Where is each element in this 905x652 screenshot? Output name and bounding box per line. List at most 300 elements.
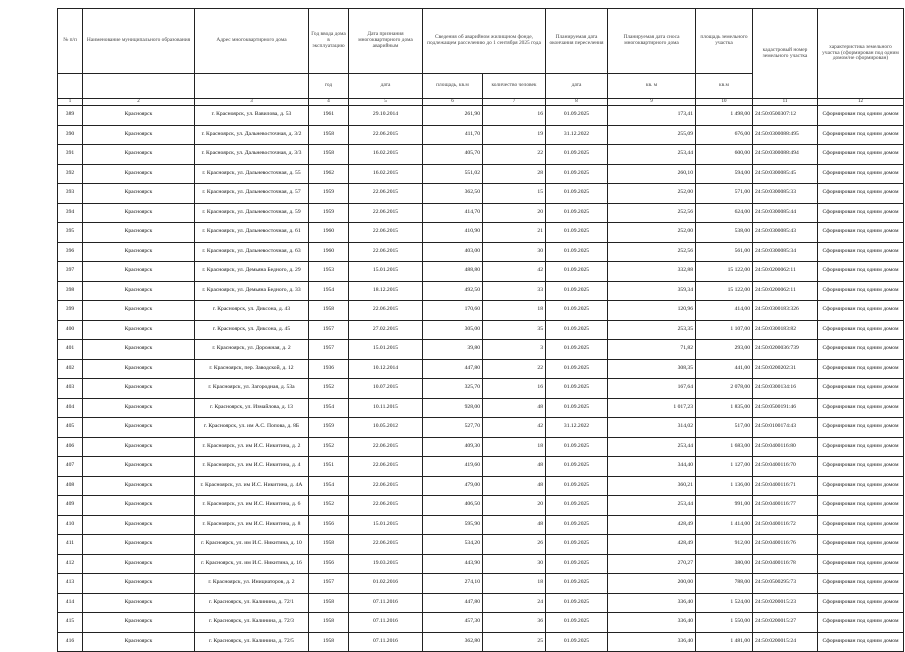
cell-doc-date: 18.12.2015 <box>349 281 423 301</box>
column-number-row <box>58 99 904 106</box>
cell-municipality: Красноярск <box>83 281 195 301</box>
cell-demolition-area: 332,88 <box>608 262 696 282</box>
cell-planned-date: 01.09.2025 <box>546 496 608 516</box>
cell-year: 1952 <box>309 496 349 516</box>
cell-year: 1959 <box>309 184 349 204</box>
cell-year: 1960 <box>309 223 349 243</box>
cell-area: 405,70 <box>423 145 483 165</box>
cell-municipality: Красноярск <box>83 301 195 321</box>
cell-demolition-area: 200,00 <box>608 574 696 594</box>
subheader-area: площадь, кв.м <box>423 74 483 99</box>
cell-doc-date: 22.06.2015 <box>349 437 423 457</box>
cell-land-area: 1 550,00 <box>696 613 753 633</box>
cell-number: 416 <box>58 632 83 652</box>
housing-register-sheet <box>57 8 899 652</box>
cell-address: г. Красноярск, ул. им И.С. Никитина, д. 10 <box>195 535 309 555</box>
cell-area: 411,70 <box>423 125 483 145</box>
cell-year: 1958 <box>309 535 349 555</box>
cell-address: г. Красноярск, ул. Диксона, д. 45 <box>195 320 309 340</box>
cell-demolition-area: 336,40 <box>608 613 696 633</box>
cell-doc-date: 29.10.2014 <box>349 106 423 126</box>
column-number: 9 <box>608 99 696 106</box>
cell-area: 170,60 <box>423 301 483 321</box>
cell-land-char: Сформирован под одним домом <box>818 164 904 184</box>
cell-planned-date: 01.09.2025 <box>546 535 608 555</box>
cell-year: 1953 <box>309 262 349 282</box>
cell-land-area: 624,00 <box>696 203 753 223</box>
cell-number: 392 <box>58 164 83 184</box>
cell-area: 406,50 <box>423 496 483 516</box>
cell-number: 390 <box>58 125 83 145</box>
cell-municipality: Красноярск <box>83 574 195 594</box>
subheader-empty <box>58 74 83 99</box>
cell-planned-date: 01.09.2025 <box>546 223 608 243</box>
cell-number: 395 <box>58 223 83 243</box>
cell-land-char: Сформирован под одним домом <box>818 574 904 594</box>
cell-land-char: Сформирован под одним домом <box>818 379 904 399</box>
cell-land-char: Сформирован под одним домом <box>818 125 904 145</box>
cell-doc-date: 01.02.2016 <box>349 574 423 594</box>
cell-planned-date: 01.09.2025 <box>546 340 608 360</box>
cell-cadastral: 24:50:0400116:76 <box>753 535 818 555</box>
cell-cadastral: 24:50:0300134:16 <box>753 379 818 399</box>
cell-demolition-area: 308,35 <box>608 359 696 379</box>
cell-municipality: Красноярск <box>83 164 195 184</box>
cell-address: г. Красноярск, ул. им И.С. Никитина, д. 2 <box>195 437 309 457</box>
cell-number: 398 <box>58 281 83 301</box>
cell-cadastral: 24:50:0400116:80 <box>753 437 818 457</box>
cell-area: 551,02 <box>423 164 483 184</box>
cell-address: г. Красноярск, ул. им И.С. Никитина, д. 16 <box>195 554 309 574</box>
cell-cadastral: 24:50:0200202:31 <box>753 359 818 379</box>
cell-land-char: Сформирован под одним домом <box>818 242 904 262</box>
cell-area: 447,80 <box>423 593 483 613</box>
cell-cadastral: 24:50:0400116:71 <box>753 476 818 496</box>
cell-municipality: Красноярск <box>83 457 195 477</box>
cell-land-area: 15 122,00 <box>696 262 753 282</box>
cell-address: г. Красноярск, ул. Калинина, д. 72/3 <box>195 613 309 633</box>
cell-planned-date: 01.09.2025 <box>546 632 608 652</box>
cell-doc-date: 16.02.2015 <box>349 145 423 165</box>
cell-municipality: Красноярск <box>83 184 195 204</box>
cell-area: 274,10 <box>423 574 483 594</box>
cell-municipality: Красноярск <box>83 145 195 165</box>
cell-land-char: Сформирован под одним домом <box>818 281 904 301</box>
cell-municipality: Красноярск <box>83 593 195 613</box>
cell-cadastral: 24:50:0200015:23 <box>753 593 818 613</box>
header-demolition-date: Планируемая дата сноса многоквартирного дома <box>608 9 696 74</box>
cell-year: 1958 <box>309 125 349 145</box>
cell-address: г. Красноярск, ул. им И.С. Никитина, д. 4 <box>195 457 309 477</box>
cell-land-area: 788,00 <box>696 574 753 594</box>
cell-doc-date: 10.11.2015 <box>349 398 423 418</box>
column-number: 12 <box>818 99 904 106</box>
table-row <box>58 320 904 340</box>
cell-number: 396 <box>58 242 83 262</box>
header-municipality: Наименование муниципального образования <box>83 9 195 74</box>
cell-land-char: Сформирован под одним домом <box>818 496 904 516</box>
cell-cadastral: 24:50:0200062:11 <box>753 281 818 301</box>
cell-area: 488,80 <box>423 262 483 282</box>
cell-year: 1958 <box>309 632 349 652</box>
cell-land-char: Сформирован под одним домом <box>818 437 904 457</box>
subheader-planned-date: дата <box>546 74 608 99</box>
cell-municipality: Красноярск <box>83 379 195 399</box>
table-row <box>58 223 904 243</box>
cell-doc-date: 22.06.2015 <box>349 184 423 204</box>
cell-number: 407 <box>58 457 83 477</box>
cell-people: 18 <box>483 437 546 457</box>
cell-year: 1958 <box>309 301 349 321</box>
cell-number: 400 <box>58 320 83 340</box>
cell-cadastral: 24:50:0300085:45 <box>753 164 818 184</box>
cell-demolition-area: 359,34 <box>608 281 696 301</box>
cell-area: 595,90 <box>423 515 483 535</box>
cell-land-char: Сформирован под одним домом <box>818 106 904 126</box>
table-row <box>58 184 904 204</box>
cell-planned-date: 01.09.2025 <box>546 145 608 165</box>
header-land-char: характеристика земельного участка (сформирован под одним домом/не сформирован) <box>818 9 904 99</box>
cell-doc-date: 15.01.2015 <box>349 515 423 535</box>
cell-planned-date: 01.09.2025 <box>546 574 608 594</box>
cell-land-char: Сформирован под одним домом <box>818 398 904 418</box>
cell-area: 362,50 <box>423 184 483 204</box>
subheader-empty <box>195 74 309 99</box>
cell-planned-date: 01.09.2025 <box>546 301 608 321</box>
cell-people: 48 <box>483 457 546 477</box>
cell-address: г. Красноярск, ул. им И.С. Никитина, д. 6 <box>195 496 309 516</box>
cell-area: 414,70 <box>423 203 483 223</box>
cell-land-char: Сформирован под одним домом <box>818 340 904 360</box>
cell-doc-date: 22.06.2015 <box>349 242 423 262</box>
cell-planned-date: 01.09.2025 <box>546 106 608 126</box>
cell-cadastral: 24:50:0200015:27 <box>753 613 818 633</box>
cell-demolition-area: 253,44 <box>608 437 696 457</box>
cell-land-char: Сформирован под одним домом <box>818 320 904 340</box>
cell-municipality: Красноярск <box>83 613 195 633</box>
cell-demolition-area: 252,00 <box>608 184 696 204</box>
cell-land-char: Сформирован под одним домом <box>818 554 904 574</box>
cell-people: 24 <box>483 593 546 613</box>
cell-address: г. Красноярск, ул. Измайлова, д. 13 <box>195 398 309 418</box>
cell-demolition-area: 360,21 <box>608 476 696 496</box>
cell-cadastral: 24:50:0300088:495 <box>753 125 818 145</box>
cell-demolition-area: 270,27 <box>608 554 696 574</box>
table-row <box>58 554 904 574</box>
cell-people: 3 <box>483 340 546 360</box>
cell-address: г. Красноярск, ул. Инициаторов, д. 2 <box>195 574 309 594</box>
housing-register-table <box>57 8 904 652</box>
cell-doc-date: 22.06.2015 <box>349 535 423 555</box>
cell-land-area: 1 524,00 <box>696 593 753 613</box>
cell-area: 527,70 <box>423 418 483 438</box>
cell-year: 1956 <box>309 554 349 574</box>
table-row <box>58 496 904 516</box>
cell-municipality: Красноярск <box>83 476 195 496</box>
cell-municipality: Красноярск <box>83 242 195 262</box>
table-row <box>58 535 904 555</box>
cell-demolition-area: 344,40 <box>608 457 696 477</box>
cell-planned-date: 01.09.2025 <box>546 359 608 379</box>
cell-cadastral: 24:50:0500307:12 <box>753 106 818 126</box>
cell-people: 30 <box>483 554 546 574</box>
cell-area: 419,60 <box>423 457 483 477</box>
cell-land-area: 1 136,00 <box>696 476 753 496</box>
cell-people: 28 <box>483 164 546 184</box>
cell-year: 1952 <box>309 437 349 457</box>
cell-municipality: Красноярск <box>83 359 195 379</box>
cell-demolition-area: 336,40 <box>608 632 696 652</box>
cell-number: 411 <box>58 535 83 555</box>
cell-people: 16 <box>483 106 546 126</box>
cell-demolition-area: 314,02 <box>608 418 696 438</box>
cell-doc-date: 10.07.2015 <box>349 379 423 399</box>
cell-land-area: 441,00 <box>696 359 753 379</box>
cell-doc-date: 16.02.2015 <box>349 164 423 184</box>
cell-people: 20 <box>483 203 546 223</box>
cell-cadastral: 24:50:0200062:11 <box>753 262 818 282</box>
cell-number: 408 <box>58 476 83 496</box>
cell-planned-date: 01.09.2025 <box>546 320 608 340</box>
table-row <box>58 574 904 594</box>
cell-address: г. Красноярск, ул. Диксона, д. 43 <box>195 301 309 321</box>
cell-land-area: 1 683,00 <box>696 437 753 457</box>
cell-address: г. Красноярск, ул. Калинина, д. 72/1 <box>195 593 309 613</box>
subheader-people: количество человек <box>483 74 546 99</box>
cell-address: г. Красноярск, ул. Дальневосточная, д. 57 <box>195 184 309 204</box>
column-number: 1 <box>58 99 83 106</box>
cell-cadastral: 24:50:0100174:43 <box>753 418 818 438</box>
cell-land-char: Сформирован под одним домом <box>818 301 904 321</box>
cell-address: г. Красноярск, ул. Дальневосточная, д. 61 <box>195 223 309 243</box>
cell-address: г. Красноярск, ул. Дальневосточная, д. 3/2 <box>195 125 309 145</box>
cell-year: 1961 <box>309 106 349 126</box>
cell-demolition-area: 252,56 <box>608 242 696 262</box>
cell-land-char: Сформирован под одним домом <box>818 145 904 165</box>
cell-municipality: Красноярск <box>83 320 195 340</box>
cell-address: г. Красноярск, ул. Дорожная, д. 2 <box>195 340 309 360</box>
cell-municipality: Красноярск <box>83 125 195 145</box>
register-rows <box>58 106 904 652</box>
cell-planned-date: 01.09.2025 <box>546 554 608 574</box>
cell-number: 409 <box>58 496 83 516</box>
cell-demolition-area: 173,41 <box>608 106 696 126</box>
cell-doc-date: 07.11.2016 <box>349 632 423 652</box>
cell-land-area: 538,00 <box>696 223 753 243</box>
cell-area: 39,80 <box>423 340 483 360</box>
cell-demolition-area: 71,82 <box>608 340 696 360</box>
cell-area: 261,90 <box>423 106 483 126</box>
cell-area: 457,30 <box>423 613 483 633</box>
cell-area: 403,00 <box>423 242 483 262</box>
cell-cadastral: 24:50:0400116:78 <box>753 554 818 574</box>
cell-planned-date: 01.09.2025 <box>546 281 608 301</box>
cell-address: г. Красноярск, пер. Заводской, д. 12 <box>195 359 309 379</box>
cell-year: 1962 <box>309 164 349 184</box>
cell-cadastral: 24:50:0300085:34 <box>753 242 818 262</box>
cell-planned-date: 31.12.2022 <box>546 418 608 438</box>
cell-land-area: 676,00 <box>696 125 753 145</box>
cell-municipality: Красноярск <box>83 340 195 360</box>
cell-cadastral: 24:50:0300085:44 <box>753 203 818 223</box>
cell-municipality: Красноярск <box>83 496 195 516</box>
table-row <box>58 145 904 165</box>
cell-planned-date: 01.09.2025 <box>546 164 608 184</box>
header-planned-date: Планируемая дата окончания переселения <box>546 9 608 74</box>
column-number: 5 <box>349 99 423 106</box>
table-row <box>58 359 904 379</box>
cell-land-area: 414,00 <box>696 301 753 321</box>
cell-address: г. Красноярск, ул. им И.С. Никитина, д. 8 <box>195 515 309 535</box>
cell-number: 394 <box>58 203 83 223</box>
cell-cadastral: 24:50:0300183:82 <box>753 320 818 340</box>
cell-number: 413 <box>58 574 83 594</box>
cell-land-area: 15 122,00 <box>696 281 753 301</box>
header-residents-group: Сведения об аварийном жилищном фонде, подлежащем расселению до 1 сентября 2025 года <box>423 9 546 74</box>
cell-planned-date: 01.09.2025 <box>546 593 608 613</box>
cell-municipality: Красноярск <box>83 203 195 223</box>
cell-doc-date: 22.06.2015 <box>349 457 423 477</box>
cell-people: 18 <box>483 301 546 321</box>
table-row <box>58 106 904 126</box>
cell-planned-date: 01.09.2025 <box>546 398 608 418</box>
cell-year: 1951 <box>309 457 349 477</box>
column-number: 6 <box>423 99 483 106</box>
cell-land-area: 1 498,00 <box>696 106 753 126</box>
cell-demolition-area: 336,40 <box>608 593 696 613</box>
cell-demolition-area: 260,10 <box>608 164 696 184</box>
subheader-doc-date: дата <box>349 74 423 99</box>
table-row <box>58 262 904 282</box>
cell-cadastral: 24:50:0400116:77 <box>753 496 818 516</box>
cell-people: 21 <box>483 223 546 243</box>
cell-land-area: 2 078,00 <box>696 379 753 399</box>
cell-land-char: Сформирован под одним домом <box>818 262 904 282</box>
cell-municipality: Красноярск <box>83 632 195 652</box>
cell-land-area: 293,00 <box>696 340 753 360</box>
cell-number: 389 <box>58 106 83 126</box>
cell-people: 48 <box>483 476 546 496</box>
cell-people: 26 <box>483 535 546 555</box>
cell-year: 1957 <box>309 320 349 340</box>
cell-area: 447,80 <box>423 359 483 379</box>
table-row <box>58 418 904 438</box>
cell-number: 405 <box>58 418 83 438</box>
cell-area: 409,30 <box>423 437 483 457</box>
header-cadastral: кадастровый номер земельного участка <box>753 9 818 99</box>
cell-municipality: Красноярск <box>83 223 195 243</box>
cell-doc-date: 07.11.2016 <box>349 593 423 613</box>
cell-land-area: 1 127,00 <box>696 457 753 477</box>
cell-doc-date: 10.05.2012 <box>349 418 423 438</box>
cell-cadastral: 24:50:0300183:326 <box>753 301 818 321</box>
cell-people: 22 <box>483 145 546 165</box>
table-row <box>58 437 904 457</box>
cell-land-char: Сформирован под одним домом <box>818 457 904 477</box>
table-row <box>58 164 904 184</box>
cell-year: 1954 <box>309 398 349 418</box>
cell-address: г. Красноярск, ул. им А.С. Попова, д. 8Б <box>195 418 309 438</box>
cell-people: 22 <box>483 359 546 379</box>
cell-area: 479,00 <box>423 476 483 496</box>
cell-demolition-area: 428,49 <box>608 515 696 535</box>
cell-cadastral: 24:50:0300085:33 <box>753 184 818 204</box>
table-row <box>58 125 904 145</box>
table-row <box>58 593 904 613</box>
cell-doc-date: 19.03.2015 <box>349 554 423 574</box>
cell-cadastral: 24:50:0300088:494 <box>753 145 818 165</box>
cell-planned-date: 01.09.2025 <box>546 379 608 399</box>
column-number: 11 <box>753 99 818 106</box>
cell-cadastral: 24:50:0200036:739 <box>753 340 818 360</box>
cell-doc-date: 10.12.2014 <box>349 359 423 379</box>
cell-year: 1936 <box>309 359 349 379</box>
cell-doc-date: 27.02.2015 <box>349 320 423 340</box>
cell-land-area: 912,00 <box>696 535 753 555</box>
cell-land-char: Сформирован под одним домом <box>818 359 904 379</box>
cell-people: 42 <box>483 262 546 282</box>
header-land-area: площадь земельного участка <box>696 9 753 74</box>
table-row <box>58 613 904 633</box>
cell-demolition-area: 252,56 <box>608 203 696 223</box>
cell-number: 415 <box>58 613 83 633</box>
cell-address: г. Красноярск, ул. Дальневосточная, д. 59 <box>195 203 309 223</box>
cell-year: 1958 <box>309 593 349 613</box>
column-number: 7 <box>483 99 546 106</box>
cell-planned-date: 01.09.2025 <box>546 476 608 496</box>
cell-cadastral: 24:50:0400116:72 <box>753 515 818 535</box>
cell-cadastral: 24:50:0300085:43 <box>753 223 818 243</box>
cell-number: 406 <box>58 437 83 457</box>
cell-land-char: Сформирован под одним домом <box>818 418 904 438</box>
cell-doc-date: 22.06.2015 <box>349 301 423 321</box>
cell-cadastral: 24:50:0400116:70 <box>753 457 818 477</box>
cell-doc-date: 22.06.2015 <box>349 203 423 223</box>
cell-planned-date: 01.09.2025 <box>546 262 608 282</box>
cell-planned-date: 01.09.2025 <box>546 515 608 535</box>
cell-doc-date: 22.06.2015 <box>349 223 423 243</box>
cell-land-char: Сформирован под одним домом <box>818 613 904 633</box>
header-year: Год ввода дома в эксплуатацию <box>309 9 349 74</box>
table-row <box>58 457 904 477</box>
column-number: 10 <box>696 99 753 106</box>
table-row <box>58 476 904 496</box>
cell-address: г. Красноярск, ул. Дальневосточная, д. 55 <box>195 164 309 184</box>
cell-area: 410,90 <box>423 223 483 243</box>
cell-demolition-area: 253,35 <box>608 320 696 340</box>
cell-people: 18 <box>483 574 546 594</box>
cell-land-char: Сформирован под одним домом <box>818 184 904 204</box>
cell-number: 393 <box>58 184 83 204</box>
cell-land-area: 594,00 <box>696 164 753 184</box>
cell-address: г. Красноярск, ул. Калинина, д. 72/5 <box>195 632 309 652</box>
cell-municipality: Красноярск <box>83 418 195 438</box>
cell-demolition-area: 253,44 <box>608 145 696 165</box>
cell-people: 20 <box>483 496 546 516</box>
cell-year: 1957 <box>309 574 349 594</box>
table-row <box>58 301 904 321</box>
cell-planned-date: 01.09.2025 <box>546 613 608 633</box>
cell-land-char: Сформирован под одним домом <box>818 476 904 496</box>
cell-demolition-area: 1 017,23 <box>608 398 696 418</box>
cell-area: 362,80 <box>423 632 483 652</box>
table-row <box>58 340 904 360</box>
cell-planned-date: 01.09.2025 <box>546 437 608 457</box>
cell-land-char: Сформирован под одним домом <box>818 593 904 613</box>
cell-number: 401 <box>58 340 83 360</box>
header-doc-date: Дата признания многоквартирного дома аварийным <box>349 9 423 74</box>
subheader-land-area: кв.м <box>696 74 753 99</box>
